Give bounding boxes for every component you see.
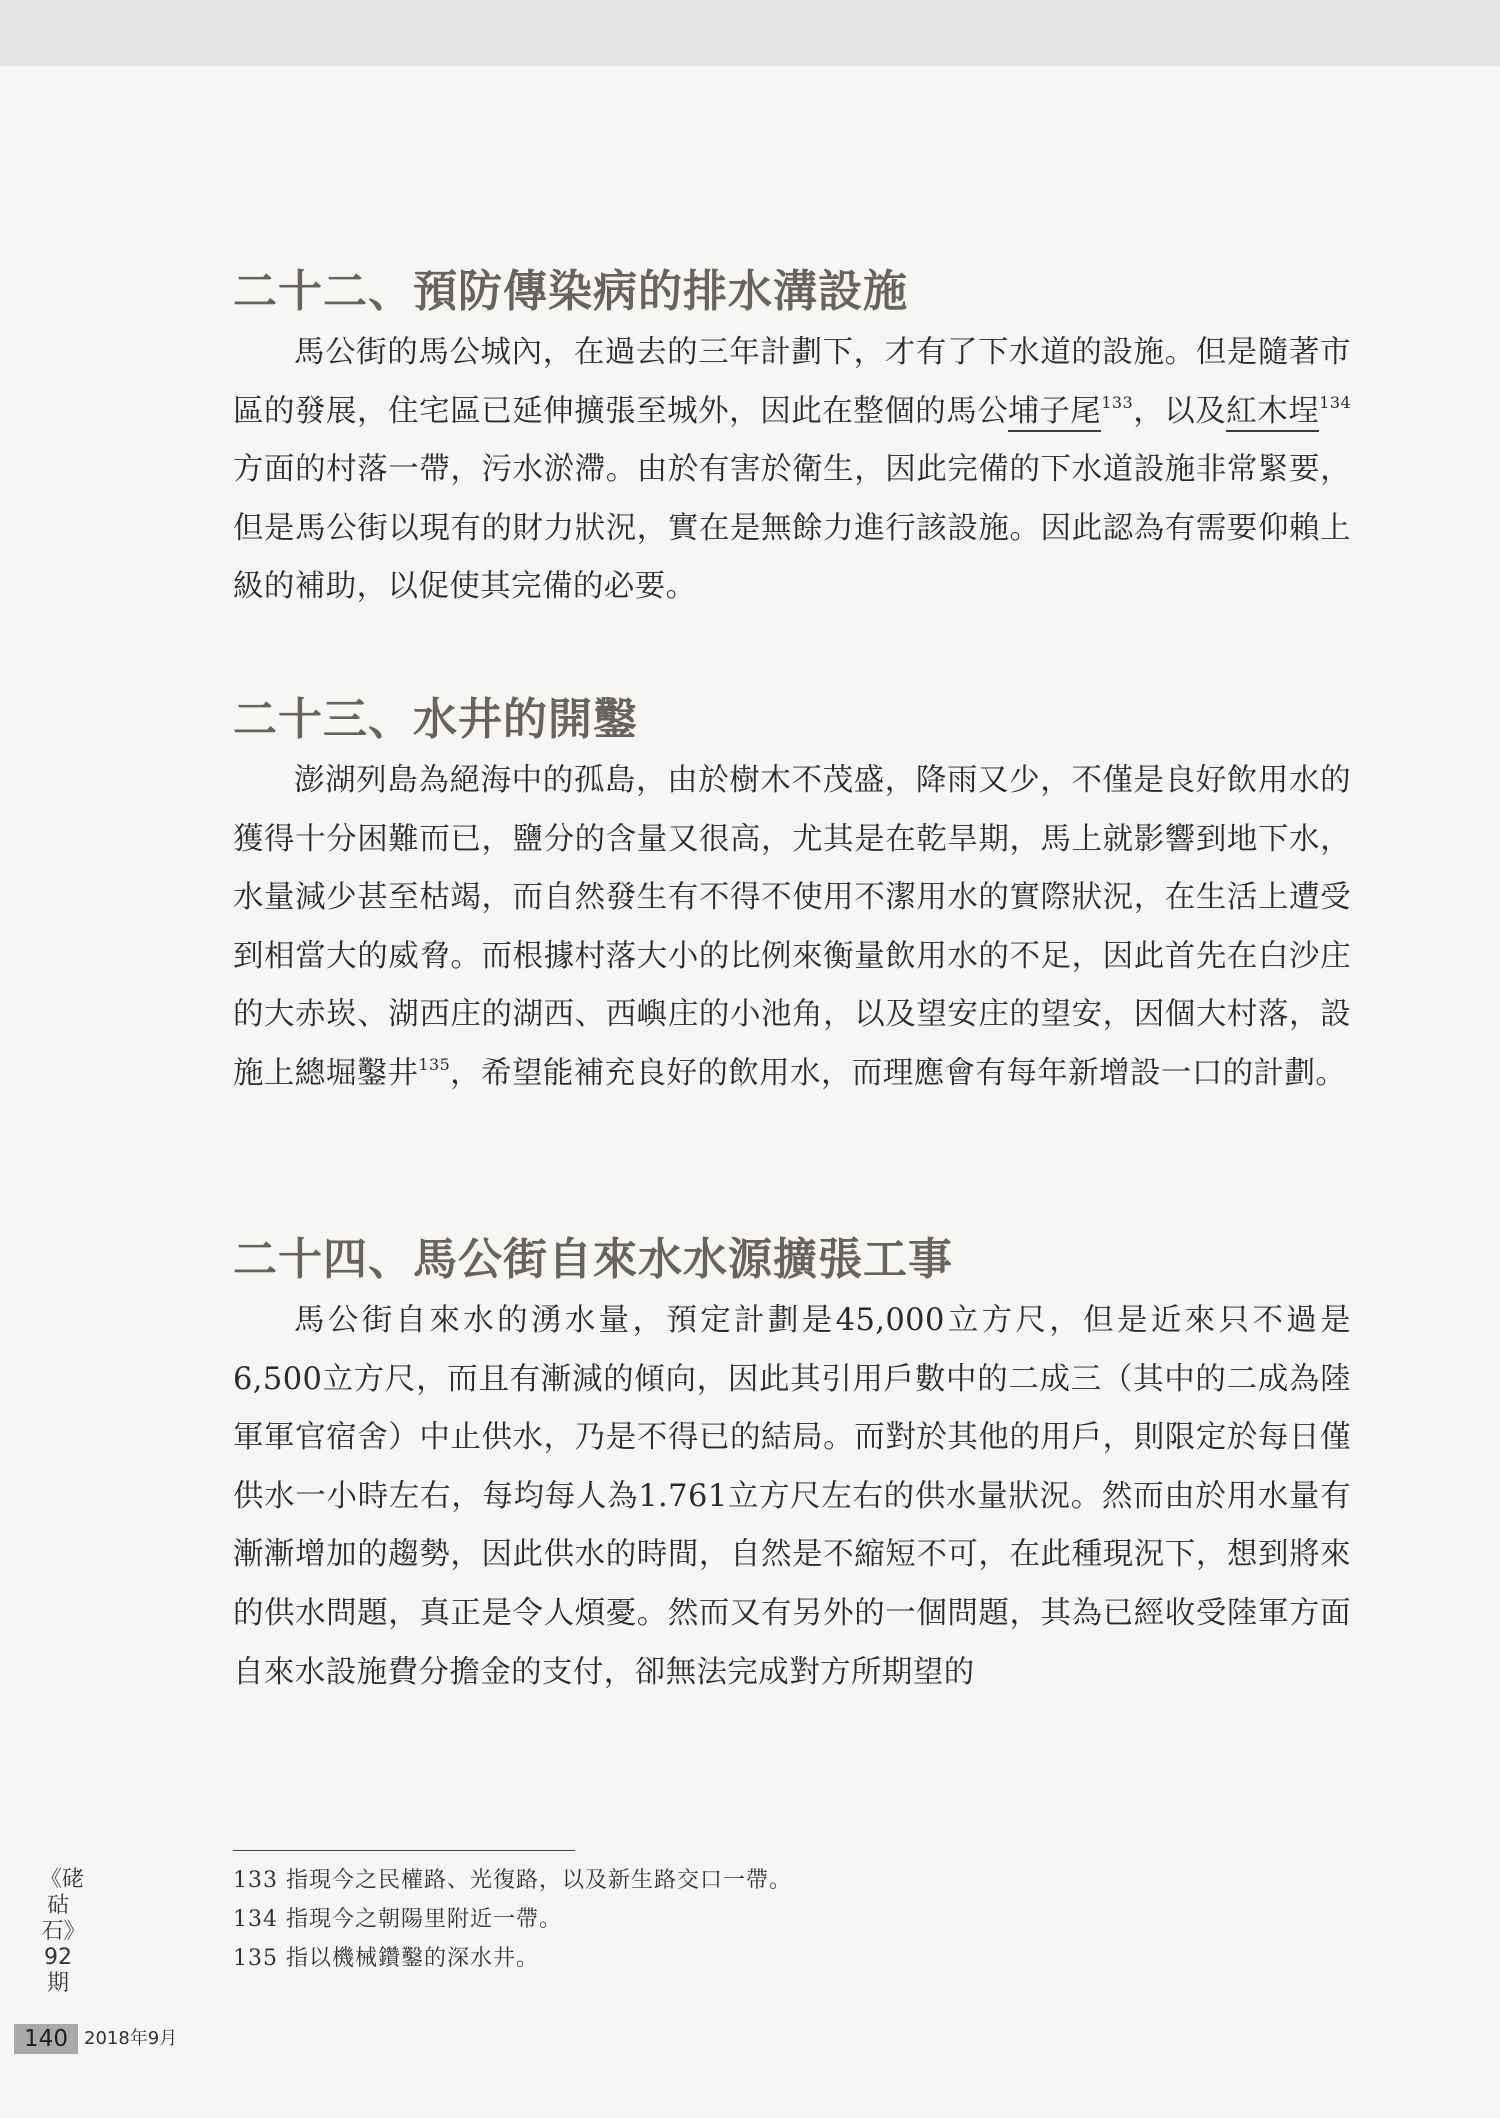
footnote-ref[interactable]: 133	[1101, 392, 1134, 412]
footnote-134: 134 指現今之朝陽里附近一帶。	[233, 1907, 562, 1932]
section-body: 馬公街自來水的湧水量，預定計劃是45,000立方尺，但是近來只不過是6,500立方尺，而且有漸減的傾向，因此其引用戶數中的二成三（其中的二成為陸軍軍官宿舍）中止供水，乃是不得已的結局。而對於其他的用戶，則限定於每日僅供水一小時左右，每均每人為1.761立方尺左右的供水量狀況。然而由於用水量有漸漸增加的趨勢，因此供水的時間，自然是不縮短不可，在此種現況下，想到將來的供水問題，真正是令人煩憂。然而又有另外的一個問題，其為已經收受陸軍方面自來水設施費分擔金的支付，卻無法完成對方所期望的	[233, 1303, 1351, 1690]
journal-name-vertical: 《硓𥑮石》92期	[40, 1867, 85, 1996]
section-22	[233, 260, 1351, 617]
section-body: 澎湖列島為絕海中的孤島，由於樹木不茂盛，降雨又少，不僅是良好飲用水的獲得十分困難而已，鹽分的含量又很高，尤其是在乾旱期，馬上就影響到地下水，水量減少甚至枯竭，而自然發生有不得不使用不潔用水的實際狀況，在生活上遭受到相當大的威脅。而根據村落大小的比例來衡量飲用水的不足，因此首先在白沙庄的大赤崁、湖西庄的湖西、西嶼庄的小池角，以及望安庄的望安，因個大村落，設施上總堀鑿井$^{135}$，希望能補充良好的飲用水，而理應會有每年新增設一口的計劃。	[233, 763, 1351, 1091]
footnote-ref[interactable]: 134	[1319, 392, 1352, 412]
section-23	[233, 688, 1351, 1104]
section-24	[233, 1228, 1351, 1702]
section-body: 馬公街的馬公城內，在過去的三年計劃下，才有了下水道的設施。但是隨著市區的發展，住宅區已延伸擴張至城外，因此在整個的馬公埔子尾$^{133}$，以及紅木埕$^{134}$方面的村落一帶，污水淤滯。由於有害於衛生，因此完備的下水道設施非常緊要，但是馬公街以現有的財力狀況，實在是無餘力進行該設施。因此認為有需要仰賴上級的補助，以促使其完備的必要。	[233, 335, 1352, 605]
footnote-135: 135 指以機械鑽鑿的深水井。	[233, 1946, 539, 1971]
footnotes	[233, 1861, 1133, 1978]
issue-date: 2018年9月	[84, 2028, 178, 2049]
place-name-underlined: 紅木埕	[1226, 394, 1319, 432]
footnote-ref[interactable]: 135	[418, 1054, 451, 1074]
page-number: 140	[14, 2024, 78, 2054]
section-title: 二十四、馬公街自來水水源擴張工事	[233, 1234, 953, 1285]
section-title: 二十三、水井的開鑿	[233, 694, 638, 745]
footnote-133: 133 指現今之民權路、光復路，以及新生路交口一帶。	[233, 1868, 792, 1893]
footnote-divider	[233, 1850, 575, 1851]
place-name-underlined: 埔子尾	[1008, 394, 1101, 432]
section-title: 二十二、預防傳染病的排水溝設施	[233, 266, 908, 317]
scan-top-band	[0, 0, 1500, 66]
